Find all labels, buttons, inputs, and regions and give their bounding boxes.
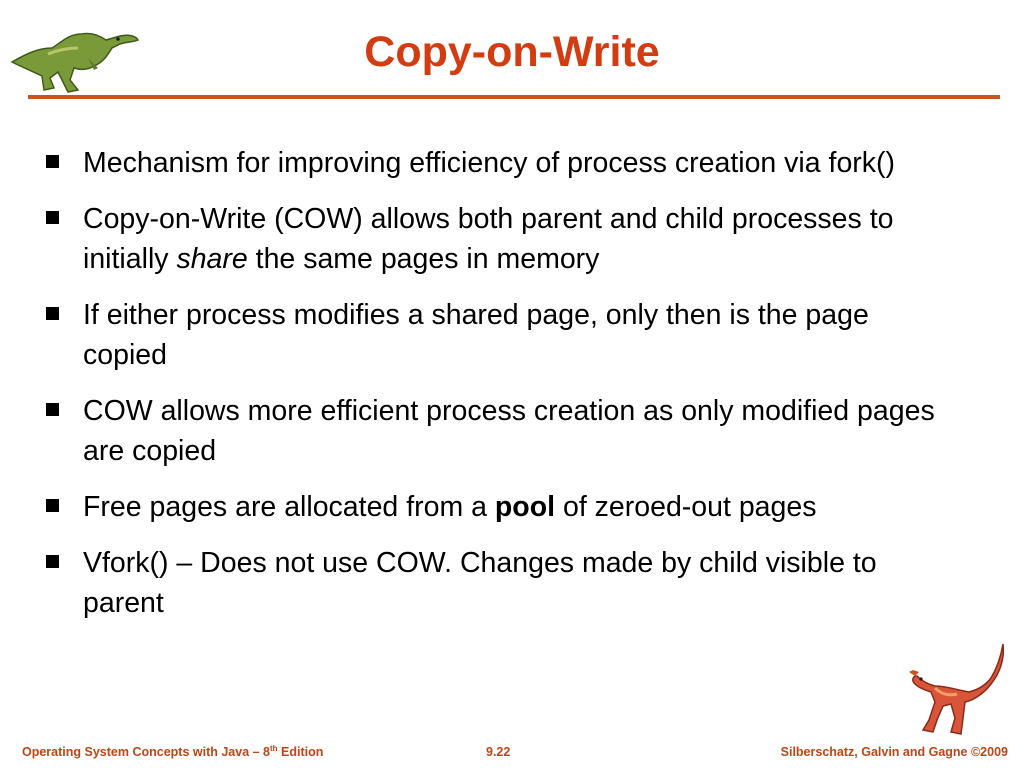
bullet-text: the same pages in memory — [247, 243, 600, 275]
dinosaur-logo-icon — [8, 18, 140, 96]
square-bullet-icon — [46, 307, 59, 320]
bullet-text: If either process modifies a shared page, only then is the page copied — [83, 299, 869, 371]
square-bullet-icon — [46, 211, 59, 224]
bullet-text: pool — [494, 491, 556, 523]
bullet-text: COW allows more efficient process creation as only modified pages are copied — [83, 395, 935, 467]
bullet-item — [42, 143, 942, 183]
slide-title: Copy-on-Write — [364, 28, 660, 76]
footer-book-title: Operating System Concepts with Java – 8th Edition — [22, 743, 324, 759]
footer-authors: Silberschatz, Galvin and Gagne ©2009 — [780, 745, 1008, 759]
bullet-item — [42, 391, 942, 471]
bullet-item — [42, 199, 942, 279]
bullet-text: of zeroed-out pages — [555, 491, 817, 523]
bullet-item — [42, 543, 942, 623]
bullet-text: Free pages are allocated from a — [83, 491, 495, 523]
bullet-item — [42, 295, 942, 375]
title-divider — [28, 95, 1000, 99]
bullet-item — [42, 487, 942, 527]
square-bullet-icon — [46, 155, 59, 168]
square-bullet-icon — [46, 555, 59, 568]
bullet-text: Copy-on-Write (COW) allows both parent and child processes to initially — [83, 203, 894, 275]
bullet-text: Vfork() – Does not use COW. Changes made by child visible to parent — [83, 547, 877, 619]
square-bullet-icon — [46, 403, 59, 416]
dinosaur-mascot-icon — [905, 640, 1015, 740]
bullet-list — [42, 143, 942, 639]
bullet-text: Mechanism for improving efficiency of process creation via fork() — [83, 147, 896, 179]
square-bullet-icon — [46, 499, 59, 512]
bullet-text: share — [176, 243, 248, 275]
footer-page-number: 9.22 — [486, 745, 511, 759]
